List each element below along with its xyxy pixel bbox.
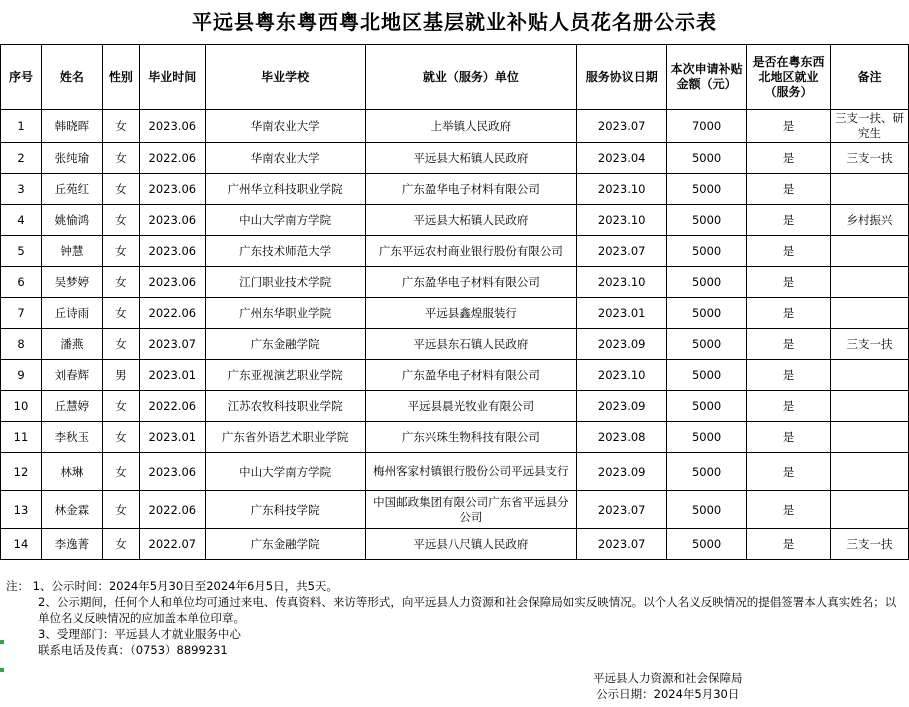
row-note xyxy=(831,391,909,422)
row-name: 潘燕 xyxy=(41,329,102,360)
row-unit: 中国邮政集团有限公司广东省平远县分公司 xyxy=(365,491,577,529)
row-gender: 女 xyxy=(102,491,139,529)
row-school: 广州华立科技职业学院 xyxy=(205,174,365,205)
row-grad-date: 2023.01 xyxy=(139,360,205,391)
row-amount: 5000 xyxy=(667,174,747,205)
footer-signature xyxy=(593,670,743,702)
col-header-name: 姓名 xyxy=(41,45,102,110)
row-unit: 广东盈华电子材料有限公司 xyxy=(365,267,577,298)
row-name: 李逸菁 xyxy=(41,529,102,560)
row-gender: 男 xyxy=(102,360,139,391)
table-row xyxy=(1,174,909,205)
row-grad-date: 2022.06 xyxy=(139,391,205,422)
row-amount: 5000 xyxy=(667,298,747,329)
row-agreement-date: 2023.10 xyxy=(577,205,667,236)
row-unit: 平远县大柘镇人民政府 xyxy=(365,205,577,236)
row-grad-date: 2022.07 xyxy=(139,529,205,560)
row-agreement-date: 2023.07 xyxy=(577,491,667,529)
table-row xyxy=(1,491,909,529)
row-gender: 女 xyxy=(102,143,139,174)
row-unit: 平远县东石镇人民政府 xyxy=(365,329,577,360)
row-agreement-date: 2023.10 xyxy=(577,267,667,298)
note-line-3: 3、受理部门：平远县人才就业服务中心 xyxy=(38,627,241,641)
row-note xyxy=(831,360,909,391)
page-title: 平远县粤东粤西粤北地区基层就业补贴人员花名册公示表 xyxy=(192,10,717,34)
row-amount: 5000 xyxy=(667,205,747,236)
row-name: 吴梦婷 xyxy=(41,267,102,298)
table-row xyxy=(1,391,909,422)
row-grad-date: 2023.07 xyxy=(139,329,205,360)
row-grad-date: 2023.06 xyxy=(139,205,205,236)
table-row xyxy=(1,267,909,298)
col-header-school: 毕业学校 xyxy=(205,45,365,110)
row-name: 丘慧婷 xyxy=(41,391,102,422)
row-number: 1 xyxy=(1,110,42,143)
row-name: 姚愉鸿 xyxy=(41,205,102,236)
row-unit: 平远县大柘镇人民政府 xyxy=(365,143,577,174)
row-note: 三支一扶 xyxy=(831,529,909,560)
table-row xyxy=(1,143,909,174)
row-name: 丘苑红 xyxy=(41,174,102,205)
row-amount: 5000 xyxy=(667,267,747,298)
row-school: 华南农业大学 xyxy=(205,143,365,174)
row-number: 13 xyxy=(1,491,42,529)
row-unit: 广东兴珠生物科技有限公司 xyxy=(365,422,577,453)
row-note xyxy=(831,236,909,267)
row-region: 是 xyxy=(747,529,831,560)
row-number: 7 xyxy=(1,298,42,329)
row-unit: 广东盈华电子材料有限公司 xyxy=(365,360,577,391)
row-school: 中山大学南方学院 xyxy=(205,205,365,236)
row-gender: 女 xyxy=(102,298,139,329)
table-row xyxy=(1,422,909,453)
row-school: 广东省外语艺术职业学院 xyxy=(205,422,365,453)
col-header-region: 是否在粤东西北地区就业（服务） xyxy=(747,45,831,110)
row-region: 是 xyxy=(747,174,831,205)
row-unit: 广东平远农村商业银行股份有限公司 xyxy=(365,236,577,267)
row-agreement-date: 2023.07 xyxy=(577,529,667,560)
row-school: 广东金融学院 xyxy=(205,529,365,560)
table-row xyxy=(1,298,909,329)
row-amount: 5000 xyxy=(667,391,747,422)
row-amount: 5000 xyxy=(667,329,747,360)
row-region: 是 xyxy=(747,236,831,267)
col-header-date: 服务协议日期 xyxy=(577,45,667,110)
row-note xyxy=(831,491,909,529)
row-gender: 女 xyxy=(102,110,139,143)
row-agreement-date: 2023.07 xyxy=(577,110,667,143)
row-gender: 女 xyxy=(102,329,139,360)
note-line-2: 2、公示期间，任何个人和单位均可通过来电、传真资料、来访等形式，向平远县人力资源和社会保障局如实反映情况。以个人名义反映情况的提倡签署本人真实姓名；以单位名义反映情况的应加盖本单位印章。 xyxy=(38,595,897,625)
row-note: 三支一扶 xyxy=(831,143,909,174)
table-row xyxy=(1,110,909,143)
row-note xyxy=(831,267,909,298)
row-school: 中山大学南方学院 xyxy=(205,453,365,491)
row-agreement-date: 2023.07 xyxy=(577,236,667,267)
roster-table xyxy=(0,44,909,560)
row-number: 3 xyxy=(1,174,42,205)
row-grad-date: 2023.06 xyxy=(139,236,205,267)
row-amount: 5000 xyxy=(667,422,747,453)
row-gender: 女 xyxy=(102,391,139,422)
note-time: 1、公示时间：2024年5月30日至2024年6月5日，共5天。 xyxy=(32,579,338,593)
col-header-gender: 性别 xyxy=(102,45,139,110)
note-contact: 联系电话及传真：（0753）8899231 xyxy=(38,643,228,657)
row-name: 韩晓晖 xyxy=(41,110,102,143)
row-grad-date: 2023.06 xyxy=(139,267,205,298)
row-name: 刘春辉 xyxy=(41,360,102,391)
row-school: 广东科技学院 xyxy=(205,491,365,529)
row-agreement-date: 2023.10 xyxy=(577,174,667,205)
row-grad-date: 2022.06 xyxy=(139,491,205,529)
row-school: 广东金融学院 xyxy=(205,329,365,360)
row-gender: 女 xyxy=(102,174,139,205)
row-amount: 5000 xyxy=(667,491,747,529)
col-header-unit: 就业（服务）单位 xyxy=(365,45,577,110)
row-agreement-date: 2023.01 xyxy=(577,298,667,329)
note-line-1 xyxy=(6,578,906,594)
row-region: 是 xyxy=(747,143,831,174)
row-name: 林金霖 xyxy=(41,491,102,529)
row-amount: 5000 xyxy=(667,143,747,174)
row-note: 三支一扶 xyxy=(831,329,909,360)
row-agreement-date: 2023.09 xyxy=(577,329,667,360)
row-note xyxy=(831,422,909,453)
row-number: 8 xyxy=(1,329,42,360)
table-row xyxy=(1,453,909,491)
row-note xyxy=(831,298,909,329)
row-gender: 女 xyxy=(102,453,139,491)
row-agreement-date: 2023.04 xyxy=(577,143,667,174)
row-unit: 广东盈华电子材料有限公司 xyxy=(365,174,577,205)
row-agreement-date: 2023.10 xyxy=(577,360,667,391)
row-grad-date: 2023.06 xyxy=(139,174,205,205)
row-name: 林琳 xyxy=(41,453,102,491)
row-name: 钟慧 xyxy=(41,236,102,267)
row-grad-date: 2022.06 xyxy=(139,143,205,174)
row-note: 乡村振兴 xyxy=(831,205,909,236)
row-note xyxy=(831,174,909,205)
row-number: 12 xyxy=(1,453,42,491)
table-row xyxy=(1,360,909,391)
table-row xyxy=(1,236,909,267)
row-amount: 5000 xyxy=(667,529,747,560)
row-school: 广东技术师范大学 xyxy=(205,236,365,267)
row-amount: 5000 xyxy=(667,360,747,391)
row-region: 是 xyxy=(747,491,831,529)
row-unit: 平远县八尺镇人民政府 xyxy=(365,529,577,560)
row-school: 江苏农牧科技职业学院 xyxy=(205,391,365,422)
row-number: 11 xyxy=(1,422,42,453)
row-school: 江门职业技术学院 xyxy=(205,267,365,298)
row-region: 是 xyxy=(747,298,831,329)
cell-marker xyxy=(0,640,4,644)
table-row xyxy=(1,205,909,236)
row-number: 9 xyxy=(1,360,42,391)
row-name: 丘诗雨 xyxy=(41,298,102,329)
col-header-note: 备注 xyxy=(831,45,909,110)
row-number: 2 xyxy=(1,143,42,174)
table-header-row xyxy=(1,45,909,110)
row-agreement-date: 2023.09 xyxy=(577,453,667,491)
row-gender: 女 xyxy=(102,422,139,453)
row-region: 是 xyxy=(747,329,831,360)
row-region: 是 xyxy=(747,267,831,298)
row-region: 是 xyxy=(747,110,831,143)
footer-date: 公示日期：2024年5月30日 xyxy=(596,687,740,701)
row-region: 是 xyxy=(747,422,831,453)
row-region: 是 xyxy=(747,205,831,236)
row-number: 14 xyxy=(1,529,42,560)
footer-org: 平远县人力资源和社会保障局 xyxy=(593,671,743,685)
row-unit: 平远县鑫煌服装行 xyxy=(365,298,577,329)
row-number: 6 xyxy=(1,267,42,298)
row-grad-date: 2022.06 xyxy=(139,298,205,329)
row-gender: 女 xyxy=(102,529,139,560)
row-amount: 7000 xyxy=(667,110,747,143)
row-region: 是 xyxy=(747,360,831,391)
row-number: 5 xyxy=(1,236,42,267)
row-note xyxy=(831,453,909,491)
note-prefix: 注： xyxy=(6,579,29,593)
row-grad-date: 2023.01 xyxy=(139,422,205,453)
table-row xyxy=(1,329,909,360)
row-unit: 上举镇人民政府 xyxy=(365,110,577,143)
col-header-grad: 毕业时间 xyxy=(139,45,205,110)
col-header-amount: 本次申请补贴金额（元） xyxy=(667,45,747,110)
row-name: 张纯瑜 xyxy=(41,143,102,174)
row-unit: 梅州客家村镇银行股份公司平远县支行 xyxy=(365,453,577,491)
row-amount: 5000 xyxy=(667,453,747,491)
cell-marker xyxy=(0,668,4,672)
row-agreement-date: 2023.09 xyxy=(577,391,667,422)
row-note: 三支一扶、研究生 xyxy=(831,110,909,143)
col-header-no: 序号 xyxy=(1,45,42,110)
row-agreement-date: 2023.08 xyxy=(577,422,667,453)
row-gender: 女 xyxy=(102,205,139,236)
notes-section xyxy=(6,578,906,658)
row-grad-date: 2023.06 xyxy=(139,453,205,491)
row-school: 广东亚视演艺职业学院 xyxy=(205,360,365,391)
row-region: 是 xyxy=(747,453,831,491)
row-region: 是 xyxy=(747,391,831,422)
table-row xyxy=(1,529,909,560)
row-grad-date: 2023.06 xyxy=(139,110,205,143)
row-school: 广州东华职业学院 xyxy=(205,298,365,329)
row-name: 李秋玉 xyxy=(41,422,102,453)
row-gender: 女 xyxy=(102,267,139,298)
row-amount: 5000 xyxy=(667,236,747,267)
row-unit: 平远县晨光牧业有限公司 xyxy=(365,391,577,422)
row-school: 华南农业大学 xyxy=(205,110,365,143)
row-number: 4 xyxy=(1,205,42,236)
row-gender: 女 xyxy=(102,236,139,267)
row-number: 10 xyxy=(1,391,42,422)
